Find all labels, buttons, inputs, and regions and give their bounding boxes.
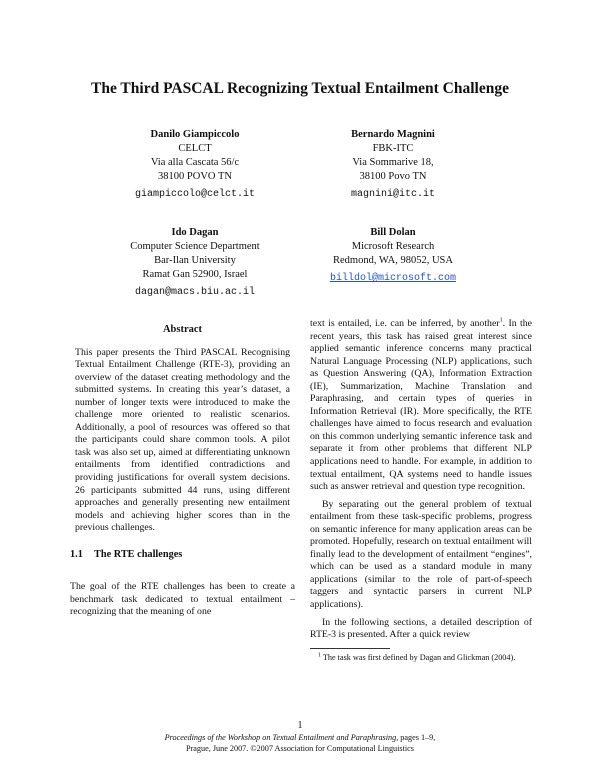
author-block	[293, 128, 493, 202]
author-address-line: 38100 Povo TN	[359, 171, 427, 182]
footnote-text: The task was first defined by Dagan and Glickman (2004).	[322, 652, 516, 662]
abstract-text: This paper presents the Third PASCAL Recognising Textual Entailment Challenge (RTE-3), providing an overview of the dataset creating methodology and the submitted systems. In creating this year’s dataset, a number of longer texts were introduced to make the challenge more oriented to realistic scenarios. Additionally, a pool of resources was offered so that the participants could share common tools. A pilot task was also set up, aimed at differentiating unknown entailments from identified contradictions and providing justifications for overall system decisions. 26 participants submitted 44 runs, using different approaches and generally presenting new entailment models and achieving higher scores than in the previous challenges.	[75, 346, 290, 534]
author-email: dagan@macs.biu.ac.il	[134, 287, 256, 298]
body-paragraph: By separating out the general problem of textual entailment from these task-specific problems, progress on semantic inference for many application areas can be promoted. Hopefully, research on textual entailment will finally lead to the development of entailment “engines”, which can be used as a standard module in many applications (similar to the role of part-of-speech taggers and syntactic parsers in current NLP applications).	[310, 498, 532, 611]
left-column	[70, 324, 295, 619]
author-address-line: Via alla Cascata 56/c	[150, 157, 240, 168]
section-heading	[70, 549, 295, 562]
author-address-line: Via Sommarive 18,	[352, 157, 434, 168]
author-block	[95, 128, 295, 202]
section-number: 1.1	[70, 548, 83, 560]
proceedings-title: Proceedings of the Workshop on Textual Entailment and Paraphrasing	[164, 733, 397, 742]
author-email: magnini@itc.it	[350, 189, 435, 200]
author-address-line: Bar-Ilan University	[154, 255, 236, 266]
author-email: giampiccolo@celct.it	[134, 189, 256, 200]
body-paragraph: The goal of the RTE challenges has been to create a benchmark task dedicated to textual entailment – recognizing that the meaning of one	[70, 581, 295, 618]
body-paragraph	[310, 318, 532, 494]
right-column	[310, 318, 532, 663]
author-name: Danilo Giampiccolo	[150, 129, 240, 140]
author-affiliation: Microsoft Research	[351, 241, 435, 252]
author-affiliation: CELCT	[178, 143, 212, 154]
abstract-heading: Abstract	[162, 324, 203, 335]
author-block	[293, 226, 493, 286]
author-name: Ido Dagan	[171, 227, 219, 238]
footnote-marker[interactable]: 1	[499, 317, 503, 324]
author-email-link[interactable]: billdol@microsoft.com	[329, 273, 457, 284]
footnote	[310, 653, 532, 664]
copyright-line: Prague, June 2007. ©2007 Association for Computational Linguistics	[186, 743, 414, 753]
footnote-marker: 1	[318, 651, 321, 658]
paragraph-text: . In the recent years, this task has raised great interest since applied semantic inference concerns many practical Natural Language Processing (NLP) applications, such as Question Answering (QA), Information Extraction (IE), Summarization, Machine Translation and Paraphrasing, and certain types of queries in Information Retrieval (IR). More specifically, the RTE challenges have aimed to focus research and evaluation on this common underlying semantic inference task and separate it from other problems that different NLP applications need to handle. For example, in addition to textual entailment, QA systems need to handle issues such as answer retrieval and question type recognition.	[310, 318, 532, 493]
footnote-divider	[310, 648, 390, 649]
author-name: Bill Dolan	[370, 227, 416, 238]
author-name: Bernardo Magnini	[351, 129, 435, 140]
author-block	[95, 226, 295, 300]
page-number: 1	[297, 720, 303, 731]
author-address-line: Redmond, WA, 98052, USA	[333, 255, 453, 266]
author-address-line: Ramat Gan 52900, Israel	[142, 269, 248, 280]
author-affiliation: Computer Science Department	[130, 241, 260, 252]
paragraph-text: text is entailed, i.e. can be inferred, by another	[310, 318, 500, 329]
proceedings-pages: , pages 1–9,	[396, 733, 436, 742]
author-affiliation: FBK-ITC	[372, 143, 414, 154]
body-paragraph: In the following sections, a detailed description of RTE-3 is presented. After a quick review	[310, 616, 532, 641]
proceedings-footer	[0, 733, 600, 754]
author-address-line: 38100 POVO TN	[158, 171, 232, 182]
section-title: The RTE challenges	[94, 548, 183, 560]
paper-title: The Third PASCAL Recognizing Textual Entailment Challenge	[91, 80, 509, 97]
